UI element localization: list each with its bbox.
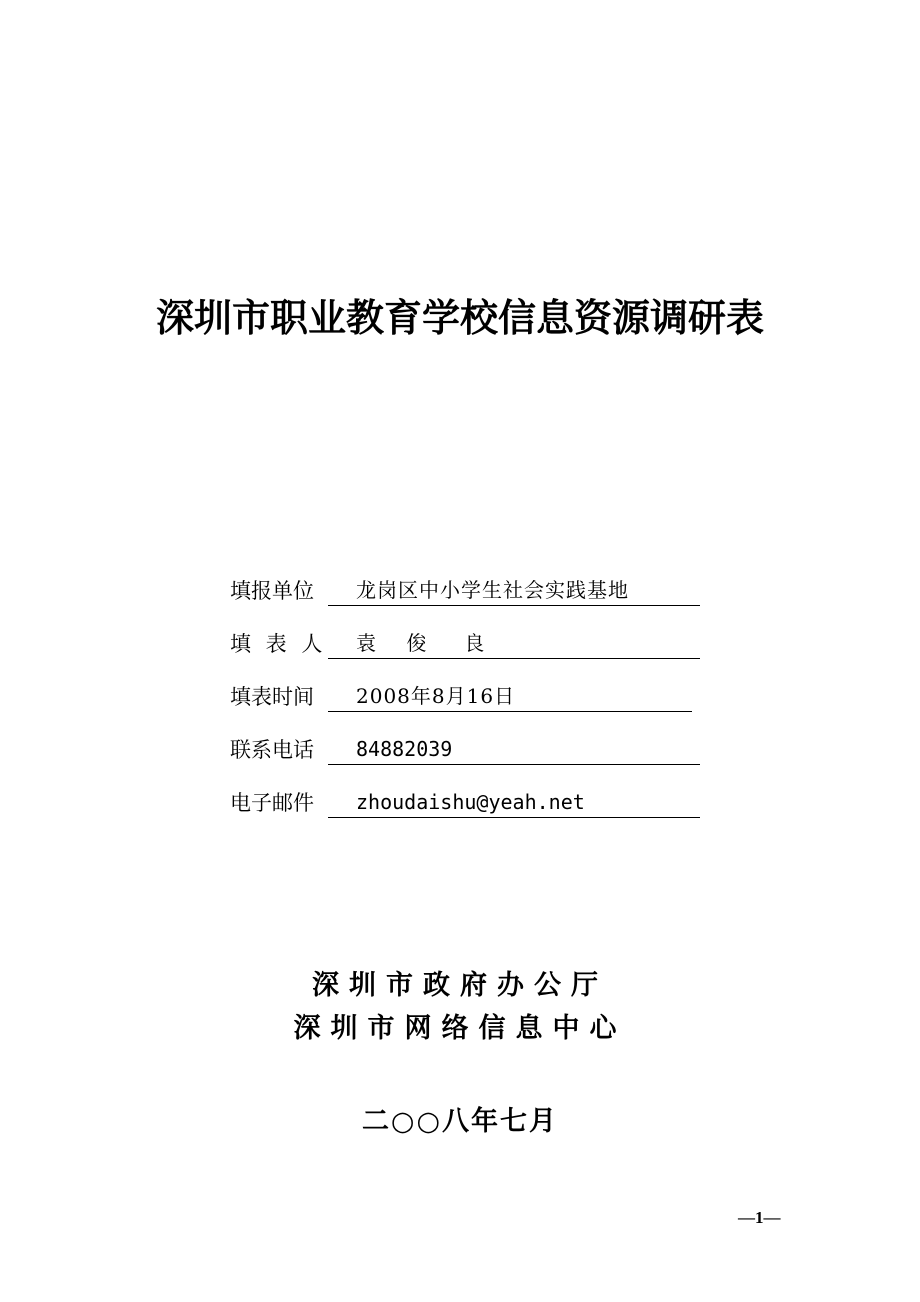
- page-number: —1—: [738, 1208, 781, 1227]
- field-date-value: 2008年8月16日: [328, 681, 692, 712]
- document-title: 深圳市职业教育学校信息资源调研表: [155, 295, 764, 340]
- field-email-label: 电子邮件: [230, 791, 314, 815]
- field-date: [230, 676, 700, 712]
- field-filler: [230, 623, 700, 659]
- field-phone-value: 84882039: [328, 734, 700, 765]
- field-filler-value: 袁 俊 良: [328, 628, 700, 659]
- field-unit-value: 龙岗区中小学生社会实践基地: [328, 575, 700, 606]
- field-email: [230, 782, 700, 818]
- issuer-line-2: 深圳市网络信息中心: [293, 1013, 627, 1044]
- field-unit: [230, 570, 700, 606]
- field-phone-label: 联系电话: [230, 738, 314, 762]
- field-email-value: zhoudaishu@yeah.net: [328, 787, 700, 818]
- field-phone: [230, 729, 700, 765]
- field-date-label: 填表时间: [230, 685, 314, 709]
- field-filler-label: 填 表 人: [230, 632, 327, 656]
- issuer-line-1: 深圳市政府办公厅: [312, 970, 608, 1001]
- issue-date: 二○○八年七月: [361, 1106, 559, 1137]
- info-fields: [230, 570, 700, 835]
- field-unit-label: 填报单位: [230, 579, 314, 603]
